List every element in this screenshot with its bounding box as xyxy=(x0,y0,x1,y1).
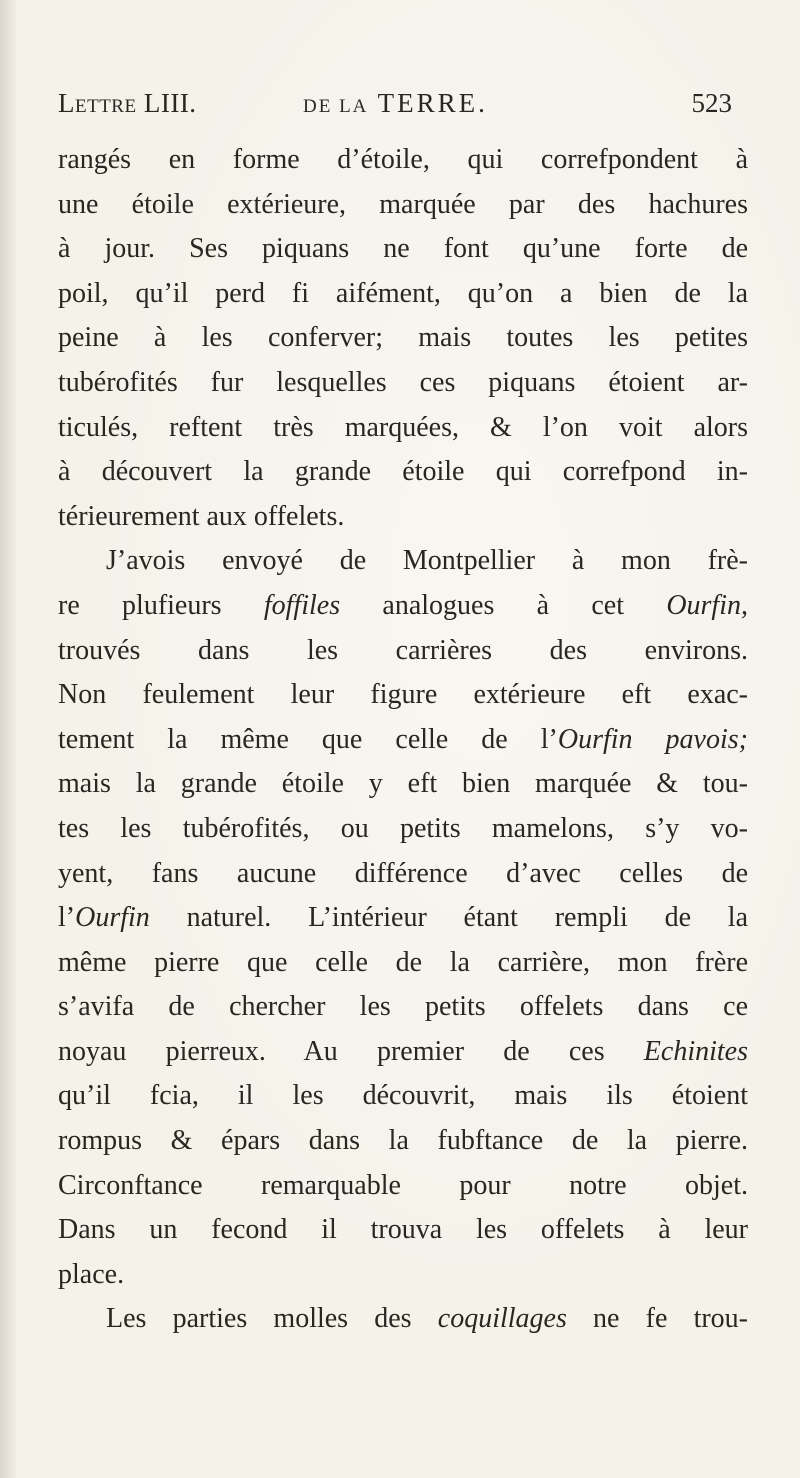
text-run: analogues à cet xyxy=(340,589,667,621)
text-line xyxy=(58,227,748,272)
text-run: Non feulement leur figure extérieure eft exac- xyxy=(58,679,748,711)
text-run: même pierre que celle de la carrière, mon frère xyxy=(58,946,748,978)
text-run: tes les tubérofités, ou petits mamelons, s’y vo- xyxy=(58,812,748,844)
italic-text: Ourfin, xyxy=(666,589,748,621)
header-section-title xyxy=(303,88,488,119)
text-run: à jour. Ses piquans ne font qu’une forte de xyxy=(58,233,748,265)
text-line xyxy=(58,138,748,183)
body-text xyxy=(58,138,748,1342)
text-line xyxy=(58,1164,748,1209)
text-line xyxy=(58,629,748,674)
text-line xyxy=(58,762,748,807)
text-line xyxy=(58,941,748,986)
text-line xyxy=(58,584,748,629)
header-de-la: DE LA xyxy=(303,96,369,117)
text-run: qu’il fcia, il les découvrit, mais ils étoient xyxy=(58,1080,748,1112)
text-line xyxy=(58,1119,748,1164)
text-run: yent, fans aucune différence d’avec celles de xyxy=(58,857,748,889)
text-line xyxy=(58,985,748,1030)
italic-text: Ourfin pavois; xyxy=(557,723,748,755)
text-line xyxy=(58,539,748,584)
text-run: re plufieurs xyxy=(58,589,264,621)
text-line xyxy=(58,1074,748,1119)
text-run: tement la même que celle de l’ xyxy=(58,723,558,755)
text-run: poil, qu’il perd fi aifément, qu’on a bien de la xyxy=(58,277,748,309)
text-line xyxy=(58,807,748,852)
text-run: trouvés dans les carrières des environs. xyxy=(58,634,748,666)
page-number: 523 xyxy=(691,88,732,118)
text-run: à découvert la grande étoile qui correfpond in- xyxy=(58,456,748,488)
text-line xyxy=(58,450,748,495)
text-line xyxy=(58,852,748,897)
text-line xyxy=(58,495,748,540)
text-run: rangés en forme d’étoile, qui correfpondent à xyxy=(58,144,748,175)
text-line xyxy=(58,316,748,361)
text-run: ticulés, reftent très marquées, & l’on voit alors xyxy=(58,411,748,443)
italic-text: coquillages xyxy=(437,1303,567,1335)
text-run: l’ xyxy=(58,902,76,934)
text-run: Les parties molles des xyxy=(106,1303,438,1335)
italic-text: Ourfin xyxy=(75,902,150,934)
running-header xyxy=(58,88,740,128)
text-line xyxy=(58,673,748,718)
text-run: térieurement aux offelets. xyxy=(58,500,345,532)
italic-text: foffiles xyxy=(263,589,341,621)
text-line xyxy=(58,406,748,451)
text-line xyxy=(58,1208,748,1253)
text-line xyxy=(58,718,748,763)
text-run: peine à les conferver; mais toutes les petites xyxy=(58,322,748,354)
text-run: tubérofités fur lesquelles ces piquans étoient ar- xyxy=(58,366,748,398)
text-line xyxy=(58,1253,748,1298)
italic-text: Echinites xyxy=(643,1035,748,1067)
header-letter-title: Lettre LIII. xyxy=(58,88,197,118)
text-line xyxy=(58,896,748,941)
text-line xyxy=(58,1297,748,1342)
text-run: Dans un fecond il trouva les offelets à leur xyxy=(58,1214,748,1246)
text-run: naturel. L’intérieur étant rempli de la xyxy=(149,902,748,934)
text-run: noyau pierreux. Au premier de ces xyxy=(58,1035,644,1067)
text-run: place. xyxy=(58,1258,125,1290)
page-gutter-shadow xyxy=(0,0,18,1478)
text-run: rompus & épars dans la fubftance de la pierre. xyxy=(58,1125,748,1157)
text-line xyxy=(58,1030,748,1075)
text-run: ne fe trou- xyxy=(566,1303,748,1335)
header-terre: TERRE. xyxy=(377,88,488,118)
text-run: mais la grande étoile y eft bien marquée & tou- xyxy=(58,768,748,800)
text-run: J’avois envoyé de Montpellier à mon frè- xyxy=(106,545,748,577)
text-run: une étoile extérieure, marquée par des hachures xyxy=(58,188,748,220)
text-line xyxy=(58,361,748,406)
text-run: s’avifa de chercher les petits offelets dans ce xyxy=(58,991,748,1023)
text-line xyxy=(58,183,748,228)
text-line xyxy=(58,272,748,317)
text-run: Circonftance remarquable pour notre objet. xyxy=(58,1169,748,1201)
